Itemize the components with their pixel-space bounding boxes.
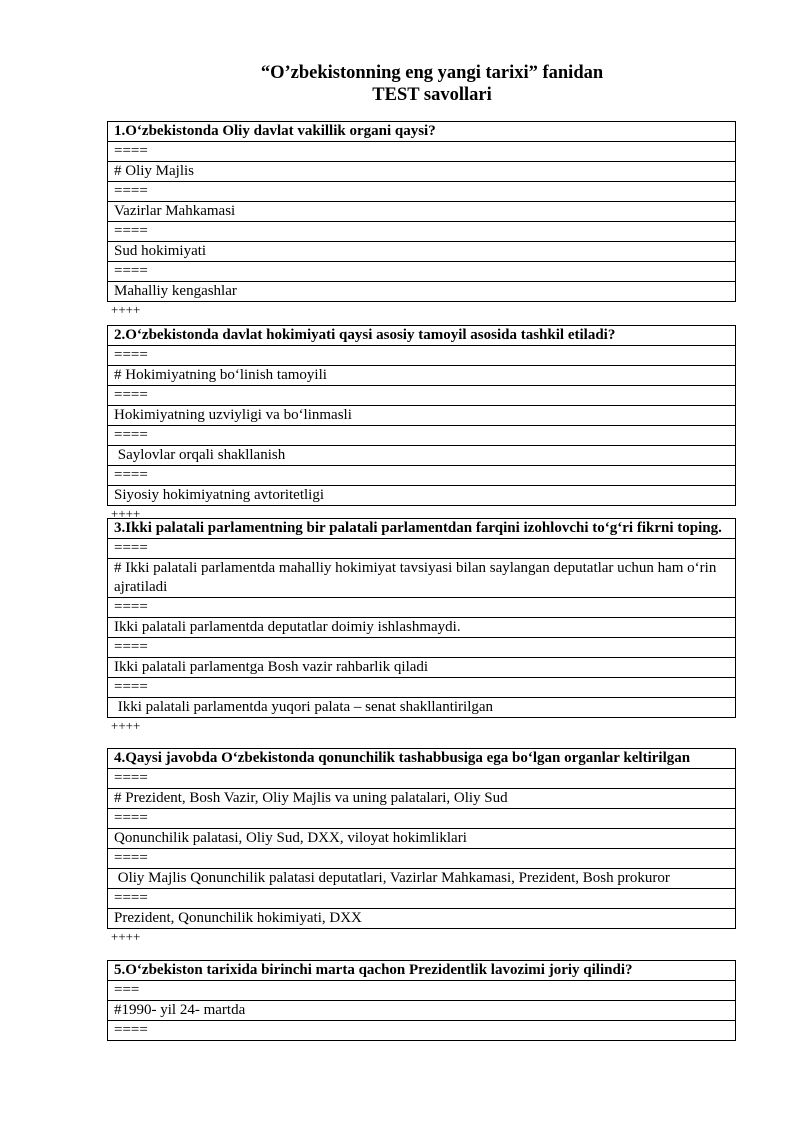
plus-separator: ++++ (111, 929, 141, 944)
separator: ==== (108, 889, 736, 909)
question-text: 3.Ikki palatali parlamentning bir palatali parlamentdan farqini izohlovchi to‘g‘ri fikrni toping. (108, 519, 736, 539)
title-line-1: “O’zbekistonning eng yangi tarixi” fanidan (260, 63, 604, 83)
question-text: 4.Qaysi javobda O‘zbekistonda qonunchilik tashabbusiga ega bo‘lgan organlar keltirilgan (108, 749, 736, 769)
answer-option: Hokimiyatning uzviyligi va bo‘linmasli (108, 406, 736, 426)
question-table-5 (107, 960, 736, 1041)
plus-separator: ++++ (111, 506, 141, 521)
title-line-2: TEST savollari (372, 85, 492, 105)
question-table-1 (107, 121, 736, 302)
question-table-2 (107, 325, 736, 506)
question-text: 1.O‘zbekistonda Oliy davlat vakillik organi qaysi? (108, 122, 736, 142)
separator: ==== (108, 1021, 736, 1041)
separator: ==== (108, 386, 736, 406)
answer-option: #1990- yil 24- martda (108, 1001, 736, 1021)
answer-option: Siyosiy hokimiyatning avtoritetligi (108, 486, 736, 506)
answer-option: Ikki palatali parlamentda deputatlar doimiy ishlashmaydi. (108, 618, 736, 638)
answer-option: # Hokimiyatning bo‘linish tamoyili (108, 366, 736, 386)
question-table-4 (107, 748, 736, 929)
question-table-3 (107, 518, 736, 718)
separator: ==== (108, 426, 736, 446)
document-title (0, 62, 800, 106)
separator: ==== (108, 849, 736, 869)
answer-option: Ikki palatali parlamentda yuqori palata – senat shakllantirilgan (108, 698, 736, 718)
separator: ==== (108, 598, 736, 618)
answer-option: # Oliy Majlis (108, 162, 736, 182)
separator: ==== (108, 262, 736, 282)
question-block-4 (107, 748, 736, 945)
question-block-1 (107, 121, 736, 318)
answer-option: Oliy Majlis Qonunchilik palatasi deputatlari, Vazirlar Mahkamasi, Prezident, Bosh prokuror (108, 869, 736, 889)
separator: ==== (108, 539, 736, 559)
separator: ==== (108, 678, 736, 698)
answer-option: Vazirlar Mahkamasi (108, 202, 736, 222)
question-text: 2.O‘zbekistonda davlat hokimiyati qaysi asosiy tamoyil asosida tashkil etiladi? (108, 326, 736, 346)
separator: ==== (108, 142, 736, 162)
answer-option: Ikki palatali parlamentga Bosh vazir rahbarlik qiladi (108, 658, 736, 678)
answer-option: Prezident, Qonunchilik hokimiyati, DXX (108, 909, 736, 929)
answer-option: # Ikki palatali parlamentda mahalliy hokimiyat tavsiyasi bilan saylangan deputatlar uchun ham o‘rin ajratiladi (108, 559, 736, 598)
question-text: 5.O‘zbekiston tarixida birinchi marta qachon Prezidentlik lavozimi joriy qilindi? (108, 961, 736, 981)
plus-separator: ++++ (111, 302, 141, 317)
question-block-2 (107, 325, 736, 522)
separator: ==== (108, 466, 736, 486)
answer-option: # Prezident, Bosh Vazir, Oliy Majlis va uning palatalari, Oliy Sud (108, 789, 736, 809)
answer-option: Mahalliy kengashlar (108, 282, 736, 302)
question-block-3 (107, 518, 736, 734)
answer-option: Qonunchilik palatasi, Oliy Sud, DXX, viloyat hokimliklari (108, 829, 736, 849)
answer-option: Saylovlar orqali shakllanish (108, 446, 736, 466)
separator: ==== (108, 346, 736, 366)
separator: === (108, 981, 736, 1001)
separator: ==== (108, 769, 736, 789)
separator: ==== (108, 638, 736, 658)
plus-separator: ++++ (111, 718, 141, 733)
question-block-5 (107, 960, 736, 1041)
separator: ==== (108, 222, 736, 242)
answer-option: Sud hokimiyati (108, 242, 736, 262)
separator: ==== (108, 809, 736, 829)
separator: ==== (108, 182, 736, 202)
